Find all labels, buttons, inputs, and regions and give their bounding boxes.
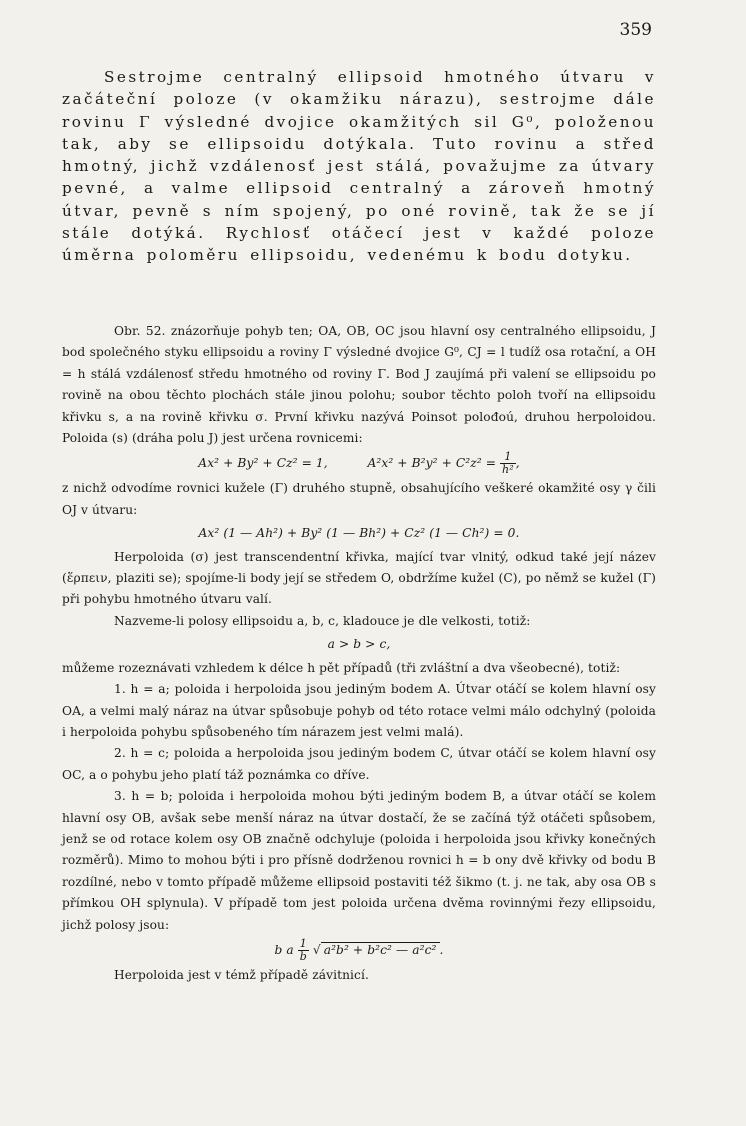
paragraph-semiaxes: Nazveme-li polosy ellipsoidu a, b, c, kladouce je dle velkosti, totiž: — [114, 613, 531, 628]
equation-semiaxes — [62, 938, 656, 963]
sqrt-sign: √ — [312, 942, 321, 957]
equation-order: a > b > c, — [327, 637, 391, 652]
paragraph-figure-description: Obr. 52. znázorňuje pohyb ten; OA, OB, OC jsou hlavní osy centralného ellipsoidu, J bod společného styku ellipsoidu a roviny Γ výsledné dvojice G⁰, CJ = l tudíž osa rotační, a OH = h stálá vzdálenosť středu hmotného od roviny Γ. Bod J zaujímá při valení se ellipsoidu po rovině na obou těchto plochách stále jinou polohu; soubor těchto poloh tvoří na ellipsoidu křivku s, a na rovině křivku σ. První křivku nazývá Poinsot polođoú, druhou herpoloidou. Poloida (s) (dráha polu J) jest určena rovnicemi: — [62, 324, 656, 446]
fraction-denominator: b — [299, 949, 307, 963]
equation-tail: , — [515, 456, 520, 471]
equation-left: b a — [274, 942, 298, 957]
case-1: 1. h = a; poloida i herpoloida jsou jediným bodem A. Útvar otáčí se kolem hlavní osy OA, a velmi malý náraz na útvar spůsobuje pohyb od této rotace velmi málo odchylný (poloida i herpoloida pohybu spůsobeného tím nárazem jest velmi malá). — [62, 682, 656, 739]
paragraph-herpoloida: Herpoloida (σ) jest transcendentní křivka, mající tvar vlnitý, odkud také její název (ἕρπειν, plaziti se); spojíme-li body její se středem O, obdržíme kužel (C), po němž se kužel (Γ) při pohybu hmotného útvaru valí. — [62, 549, 656, 607]
fraction-numerator: 1 — [500, 451, 516, 464]
fraction-numerator: 1 — [298, 938, 309, 951]
lead-paragraph-block — [62, 66, 656, 267]
fraction-denominator: h² — [502, 463, 514, 477]
equation-left: Ax² + By² + Cz² = 1, — [198, 456, 328, 471]
case-2: 2. h = c; poloida a herpoloida jsou jediným bodem C, útvar otáčí se kolem hlavní osy OC, a o pohybu jeho platí táž poznámka co dříve. — [62, 746, 656, 782]
sqrt-radicand: a²b² + b²c² — a²c² — [321, 942, 440, 957]
equation-poloida — [62, 451, 656, 476]
equation-tail: . — [439, 942, 444, 957]
paragraph-cone: z nichž odvodíme rovnici kužele (Γ) druhého stupně, obsahujícího veškeré okamžité osy γ čili OJ v útvaru: — [62, 481, 656, 517]
small-text-block — [62, 321, 656, 986]
fraction — [298, 938, 309, 963]
lead-paragraph: Sestrojme centralný ellipsoid hmotného útvaru v začáteční poloze (v okamžiku nárazu), sestrojme dále rovinu Γ výsledné dvojice okamžitých sil G⁰, položenou tak, aby se ellipsoidu dotýkala. Tuto rovinu a střed hmotný, jichž vzdálenosť jest stálá, považujme za útvary pevné, a valme ellipsoid centralný a zároveň hmotný útvar, pevně s ním spojený, po oné rovině, tak že se jí stále dotýká. Rychlosť otáčecí jest v každé poloze úměrna poloměru ellipsoidu, vedenému k bodu dotyku. — [62, 68, 656, 265]
fraction — [500, 451, 516, 476]
equation-right: A²x² + B²y² + C²z² = — [367, 456, 501, 471]
paragraph-last: Herpoloida jest v témž případě závitnicí. — [114, 967, 369, 982]
equation-cone: Ax² (1 — Ah²) + By² (1 — Bh²) + Cz² (1 — Ch²) = 0. — [198, 526, 520, 541]
case-3: 3. h = b; poloida i herpoloida mohou býti jediným bodem B, a útvar otáčí se kolem hlavní osy OB, avšak sebe menší náraz na útvar dostačí, že se začíná týž otáčeti spůsobem, jenž se od rotace kolem osy OB značně odchyluje (poloida i herpoloida jsou křivky konečných rozměrů). Mimo to mohou býti i pro přísně dodrženou rovnici h = b ony dvě křivky od bodu B rozdílné, nebo v tomto případě můžeme ellipsoid postaviti též šikmo (t. j. ne tak, aby osa OB s přímkou OH splynula). V případě tom jest poloida určena dvěma rovinnými řezy ellipsoidu, jichž polosy jsou: — [62, 789, 656, 932]
page-number: 359 — [619, 20, 652, 40]
paragraph-cases: můžeme rozeznávati vzhledem k délce h pět případů (tři zvláštní a dva všeobecné), totiž: — [62, 660, 621, 675]
